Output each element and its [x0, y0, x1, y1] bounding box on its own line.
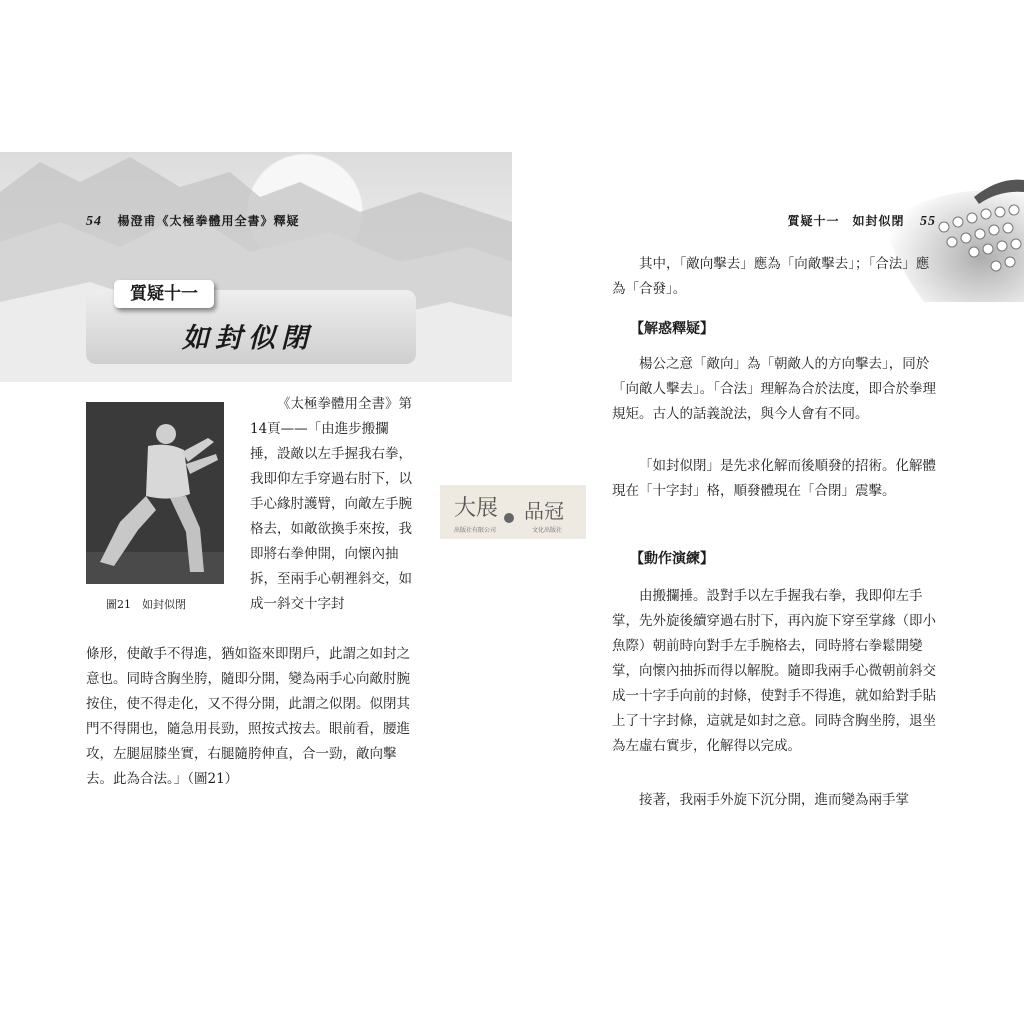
watermark-sub-a: 出版社有限公司	[454, 527, 497, 534]
section-heading-explanation: 【解惑釋疑】	[630, 321, 714, 337]
watermark-sub-b: 文化出版社	[532, 527, 563, 534]
watermark-dot	[504, 513, 514, 523]
running-head-right	[787, 212, 936, 230]
running-head-left	[86, 212, 300, 230]
watermark-brand-a: 大展	[454, 496, 499, 521]
publisher-watermark	[440, 485, 586, 539]
paragraph-practice-2: 接著，我兩手外旋下沉分開，進而變為兩手掌	[639, 792, 909, 808]
chapter-tag: 質疑十一	[114, 280, 214, 308]
page-number-left: 54	[86, 214, 102, 229]
running-head-right-text: 質疑十一 如封似閉	[787, 214, 905, 228]
running-head-left-text: 楊澄甫《太極拳體用全書》釋疑	[117, 214, 300, 228]
section-heading-practice: 【動作演練】	[630, 551, 714, 567]
tai-chi-master-figure	[86, 402, 224, 584]
figure-photo	[86, 402, 224, 584]
right-page	[512, 152, 1024, 852]
paragraph-quote-top: 《太極拳體用全書》第14頁——「由進步搬攔捶，設敵以左手握我右拳，我即仰左手穿過右肘下，以手心緣肘護臂，向敵左手腕格去，如敵欲換手來按，我即將右拳伸開，向懷內抽拆，至兩手心朝裡斜交，如成一斜交十字封	[250, 396, 412, 612]
watermark-brand-b: 品冠	[524, 499, 564, 523]
paragraph-explanation-1: 楊公之意「敵向」為「朝敵人的方向擊去」，同於「向敵人擊去」。「合法」理解為合於法度，即合於拳理規矩。古人的話義說法，與今人會有不同。	[612, 356, 936, 422]
figure-caption: 圖21 如封似閉	[106, 598, 186, 611]
left-page	[0, 152, 512, 852]
paragraph-practice-1: 由搬攔捶。設對手以左手握我右拳，我即仰左手掌，先外旋後續穿過右肘下，再內旋下穿至掌緣（即小魚際）朝前時向對手左手腕格去，同時將右拳鬆開變掌，向懷內抽拆而得以解脫。隨即我兩手心微朝前斜交成一十字手向前的封條，使對手不得進，就如給對手貼上了十字封條，這就是如封之意。同時含胸坐胯，退坐為左虛右實步，化解得以完成。	[612, 588, 936, 754]
chapter-title: 如封似閉	[182, 323, 314, 354]
paragraph-explanation-2: 「如封似閉」是先求化解而後順發的招術。化解體現在「十字封」格，順發體現在「合閉」震擊。	[612, 458, 936, 499]
page-number-right: 55	[920, 214, 936, 229]
paragraph-quote-bottom: 條形，使敵手不得進，猶如盜來即閉戶，此謂之如封之意也。同時含胸坐胯，隨即分開，變為兩手心向敵肘腕按住，使不得走化，又不得分開，此謂之似閉。似閉其門不得開也，隨急用長勁，照按式按去。眼前看，腰進攻，左腿屈膝坐實，右腿隨胯伸直，合一勁，敵向擊去。此為合法。」（圖21）	[86, 646, 410, 787]
paragraph-correction: 其中，「敵向擊去」應為「向敵擊去」；「合法」應為「合發」。	[612, 256, 930, 297]
